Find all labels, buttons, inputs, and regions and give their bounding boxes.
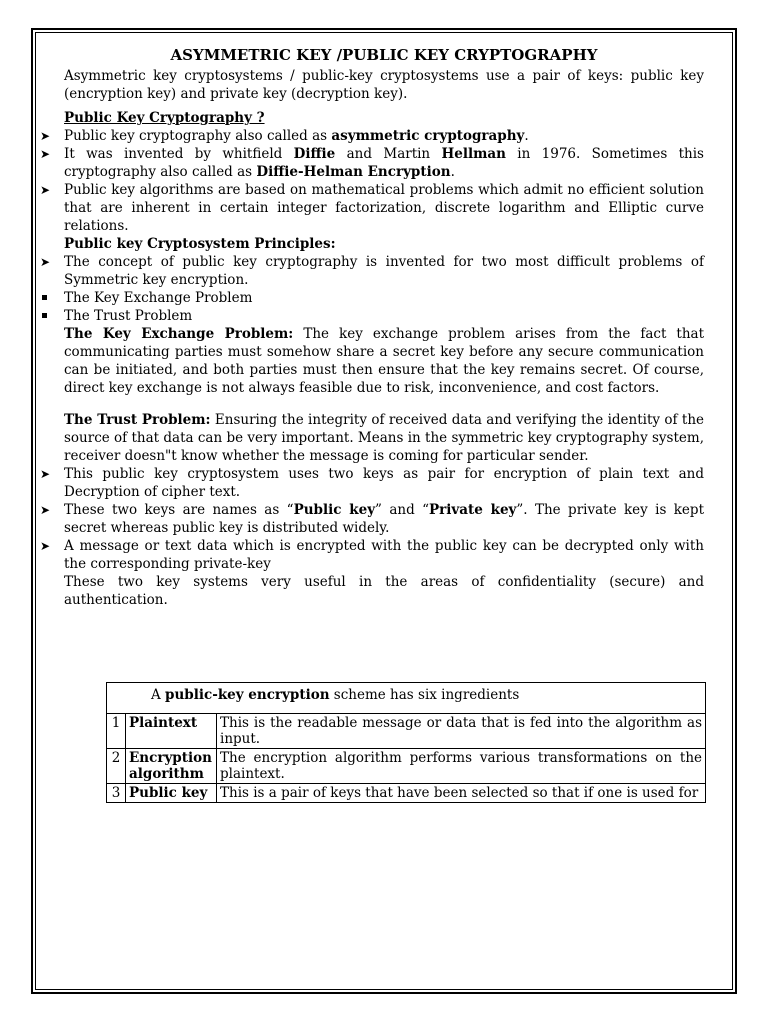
arrow-bullet-icon: ➤	[40, 539, 51, 553]
arrow-bullet-icon: ➤	[40, 467, 51, 481]
table-header-row	[107, 683, 706, 714]
bullet-list-overview	[40, 127, 704, 235]
list-item: ➤ Public key cryptography also called as asymmetric cryptography.	[40, 128, 529, 144]
list-item: ➤ Public key algorithms are based on mathematical problems which admit no efficient solution that are inherent in certain integer factorization, discrete logarithm and Elliptic curve relations.	[40, 182, 704, 234]
document-title: ASYMMETRIC KEY /PUBLIC KEY CRYPTOGRAPHY	[170, 46, 598, 64]
row-description: This is a pair of keys that have been selected so that if one is used for	[217, 784, 706, 803]
table-row	[107, 784, 706, 803]
trust-problem-paragraph: The Trust Problem: Ensuring the integrity of received data and verifying the identity of the source of that data can be very important. Means in the symmetric key cryptography system, receiver doesn"t know whether the message is coming for particular sender.	[64, 412, 704, 464]
arrow-bullet-icon: ➤	[40, 129, 51, 143]
heading-public-key-cryptography: Public Key Cryptography ?	[64, 110, 265, 126]
square-bullet-icon	[42, 295, 47, 300]
square-bullet-icon	[42, 313, 47, 318]
row-number: 3	[107, 784, 126, 803]
row-term: Public key	[126, 784, 217, 803]
row-number: 2	[107, 749, 126, 784]
ingredients-table	[106, 682, 706, 803]
table-header-cell: A public-key encryption scheme has six ingredients	[107, 683, 706, 714]
arrow-bullet-icon: ➤	[40, 147, 51, 161]
document-body	[40, 46, 704, 609]
bullet-list-principles	[40, 253, 704, 325]
arrow-bullet-icon: ➤	[40, 503, 51, 517]
row-term: Plaintext	[126, 714, 217, 749]
row-number: 1	[107, 714, 126, 749]
closing-paragraph: These two key systems very useful in the areas of confidentiality (secure) and authentication.	[64, 574, 704, 608]
list-item: The Trust Problem	[40, 307, 704, 325]
table-row	[107, 749, 706, 784]
heading-cryptosystem-principles: Public key Cryptosystem Principles:	[64, 236, 336, 252]
row-description: The encryption algorithm performs various transformations on the plaintext.	[217, 749, 706, 784]
arrow-bullet-icon: ➤	[40, 255, 51, 269]
intro-paragraph: Asymmetric key cryptosystems / public-key cryptosystems use a pair of keys: public key (encryption key) and private key (decryption key).	[64, 68, 704, 102]
list-item: ➤ A message or text data which is encrypted with the public key can be decrypted only with the corresponding private-key	[40, 538, 704, 572]
list-item: ➤ The concept of public key cryptography is invented for two most difficult problems of Symmetric key encryption.	[40, 254, 704, 288]
arrow-bullet-icon: ➤	[40, 183, 51, 197]
list-item: ➤ These two keys are names as “Public key” and “Private key”. The private key is kept secret whereas public key is distributed widely.	[40, 502, 704, 536]
row-term: Encryption algorithm	[126, 749, 217, 784]
key-exchange-paragraph: The Key Exchange Problem: The key exchange problem arises from the fact that communicating parties must somehow share a secret key before any secure communication can be initiated, and both parties must then ensure that the key remains secret. Of course, direct key exchange is not always feasible due to risk, inconvenience, and cost factors.	[64, 326, 705, 396]
list-item: ➤ It was invented by whitfield Diffie and Martin Hellman in 1976. Sometimes this cryptography also called as Diffie-Helman Encryption.	[40, 146, 704, 180]
row-description: This is the readable message or data that is fed into the algorithm as input.	[217, 714, 706, 749]
list-item: The Key Exchange Problem	[40, 289, 704, 307]
table-row	[107, 714, 706, 749]
list-item: ➤ This public key cryptosystem uses two keys as pair for encryption of plain text and Decryption of cipher text.	[40, 466, 704, 500]
bullet-list-keys	[40, 465, 704, 573]
